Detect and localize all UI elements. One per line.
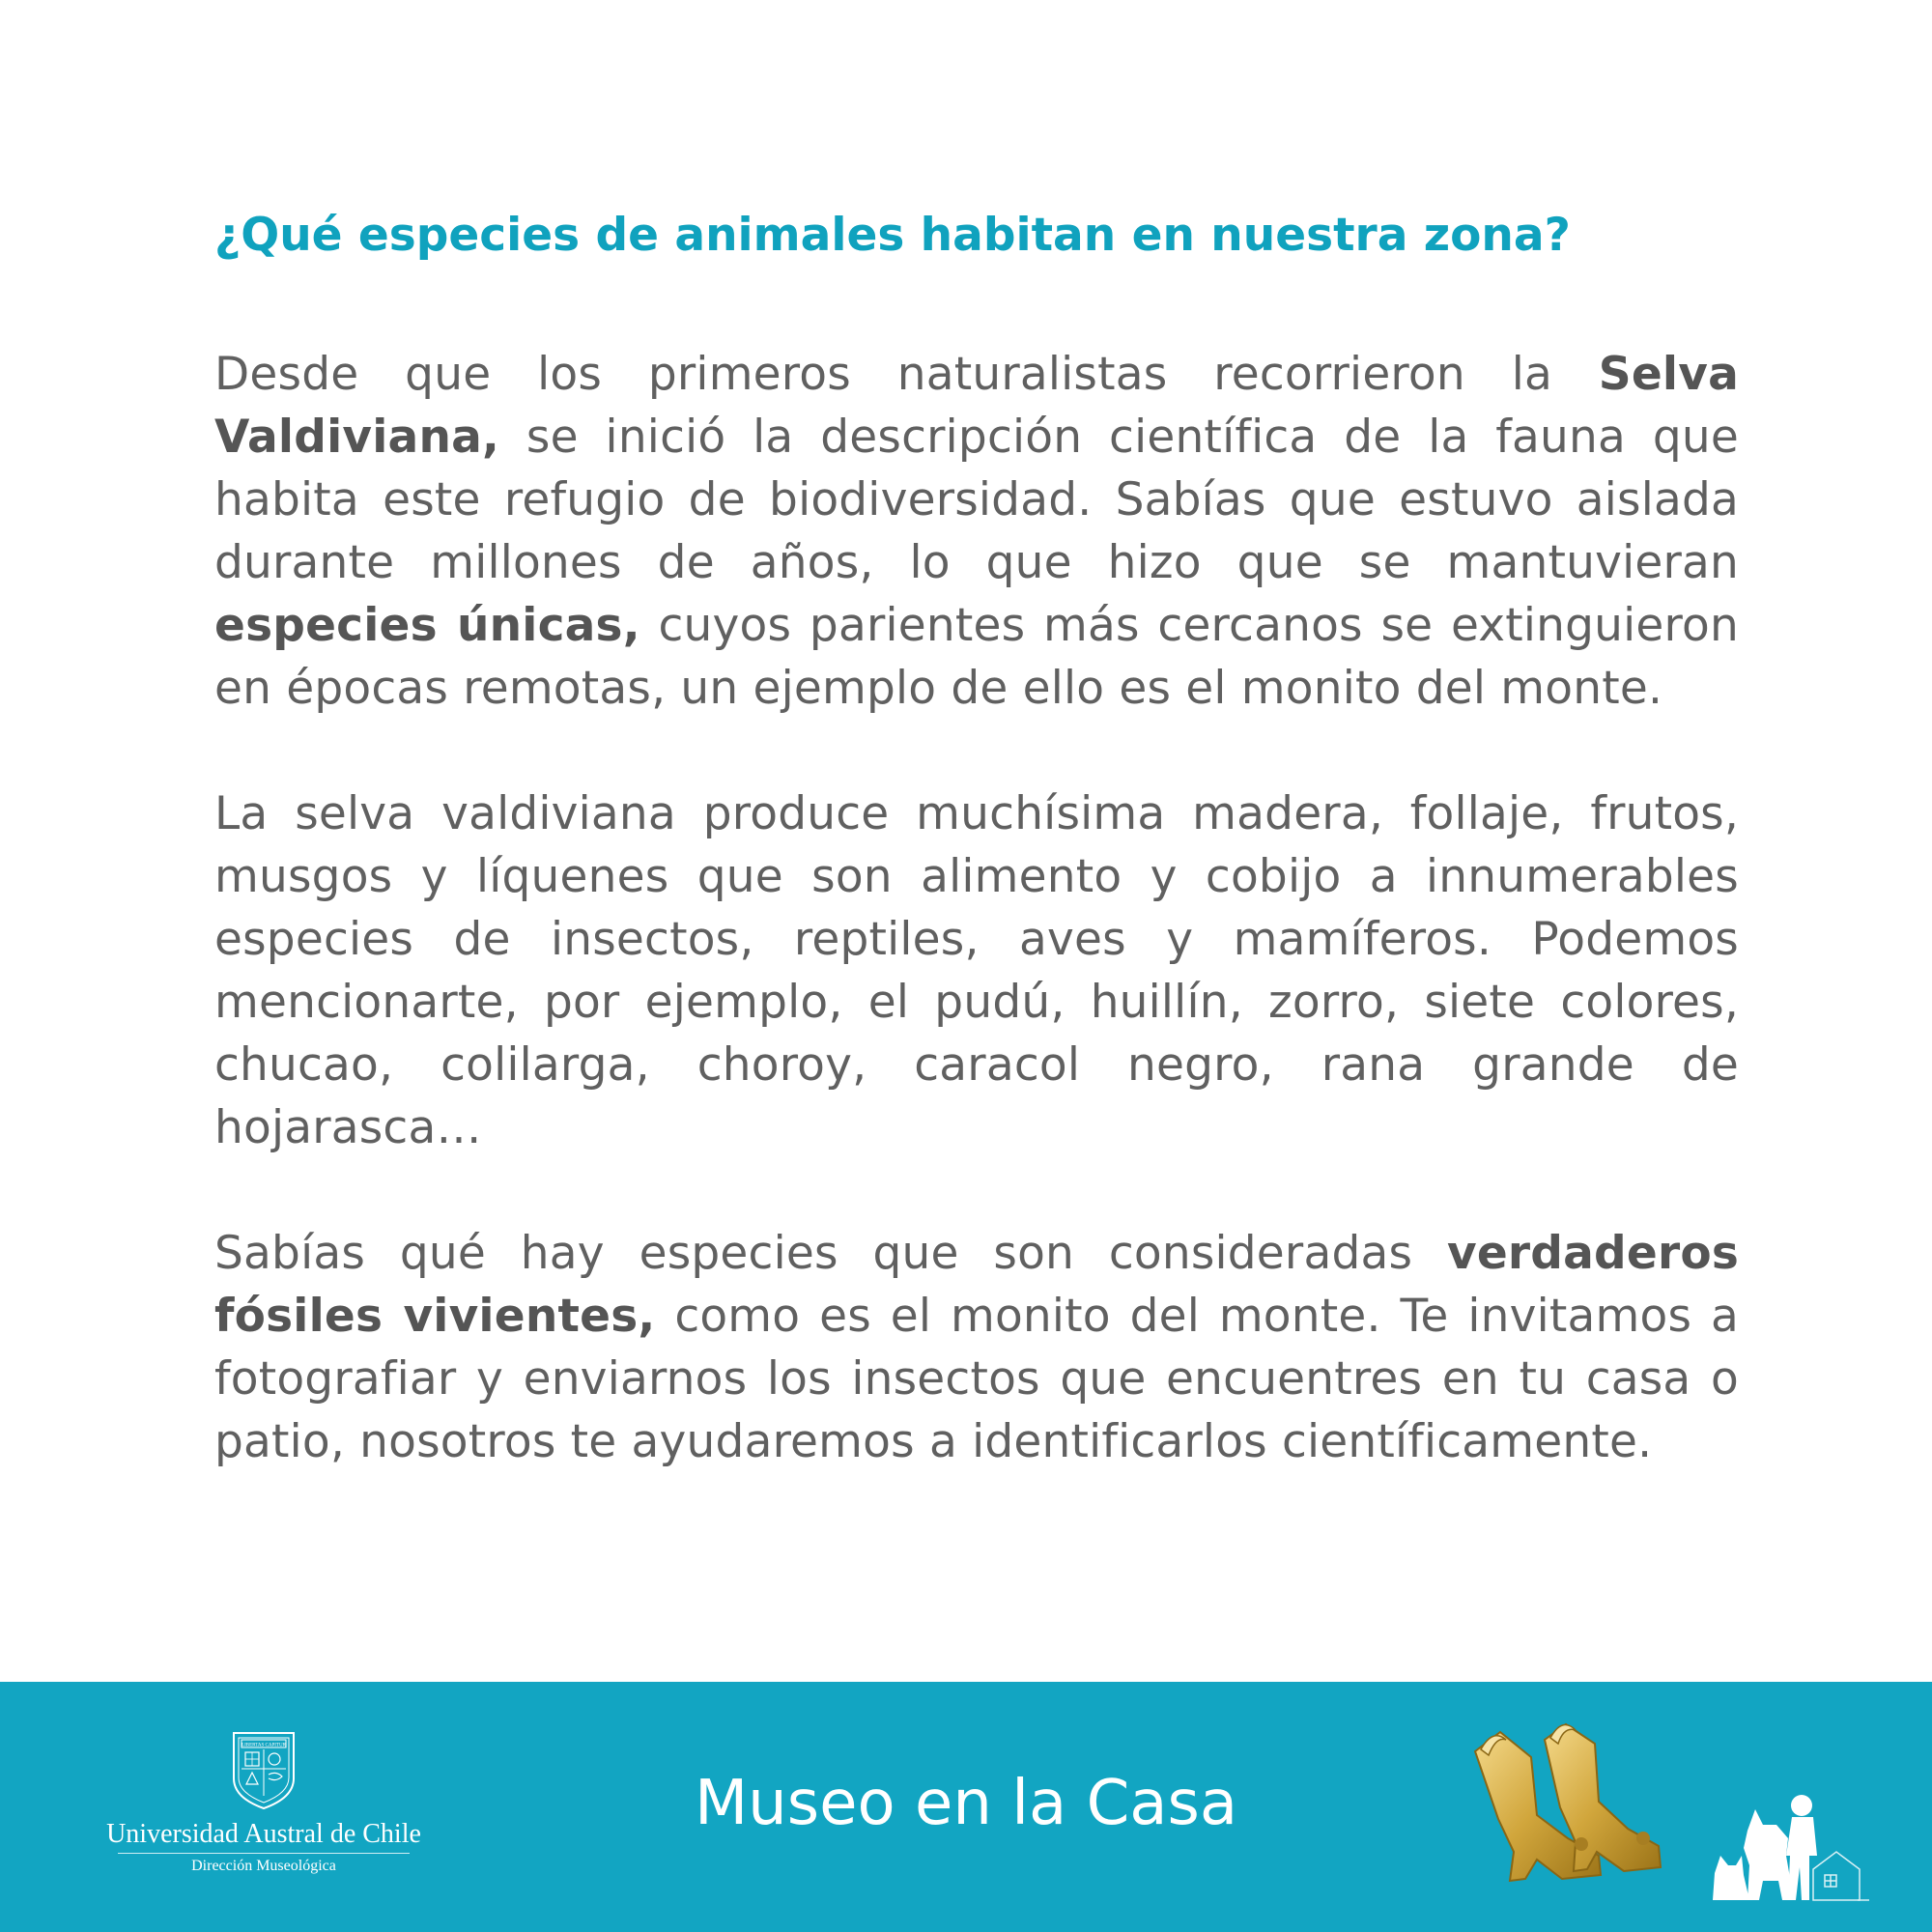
- bold-especies-unicas: especies únicas,: [214, 599, 640, 652]
- university-logo: [104, 1730, 423, 1885]
- university-crest-icon: [230, 1730, 298, 1811]
- bold-selva-valdiviana: Selva Valdiviana,: [214, 348, 1739, 464]
- golden-boots-icon: [1475, 1724, 1661, 1881]
- paragraph-text: se inició la descripción científica de la fauna que habita este refugio de biodiversidad. Sabías que estuvo aislada durante millones de años, lo que hizo que se mantuvieran: [214, 411, 1739, 589]
- article: [214, 198, 1739, 1473]
- paragraph-fosiles-vivientes: [214, 1222, 1739, 1473]
- paragraph-text: como es el monito del monte. Te invitamos a fotografiar y enviarnos los insectos que encuentres en tu casa o patio, nosotros te ayudaremos a identificarlos científicamente.: [214, 1290, 1739, 1468]
- bold-fosiles-vivientes: verdaderos fósiles vivientes,: [214, 1227, 1739, 1343]
- paragraph-fauna-list: La selva valdiviana produce muchísima madera, follaje, frutos, musgos y líquenes que son alimento y cobijo a innumerables especies de insectos, reptiles, aves y mamíferos. Podemos mencionarte, por ejemplo, el pudú, huillín, zorro, siete colores, chucao, colilarga, choroy, caracol negro, rana grande de hojarasca…: [214, 787, 1739, 1154]
- footer-illustration: [1454, 1711, 1869, 1914]
- footer-title: Museo en la Casa: [694, 1768, 1238, 1839]
- page-title: ¿Qué especies de animales habitan en nuestra zona?: [214, 209, 1571, 262]
- university-name: Universidad Austral de Chile: [106, 1819, 421, 1849]
- crest-motto: LIBERTAS CAPITUR: [242, 1743, 286, 1748]
- dog-cat-child-silhouette-icon: [1713, 1795, 1817, 1900]
- house-outline-icon: [1813, 1852, 1869, 1900]
- paragraph-selva-valdiviana: [214, 343, 1739, 720]
- department-name: Dirección Museológica: [191, 1858, 336, 1874]
- paragraph-text: Desde que los primeros naturalistas recorrieron la: [214, 348, 1599, 401]
- logo-divider: [118, 1853, 410, 1854]
- footer-bar: [0, 1682, 1932, 1932]
- paragraph-text: cuyos parientes más cercanos se extinguieron en épocas remotas, un ejemplo de ello es el monito del monte.: [214, 599, 1739, 715]
- paragraph-text: Sabías qué hay especies que son consideradas: [214, 1227, 1447, 1280]
